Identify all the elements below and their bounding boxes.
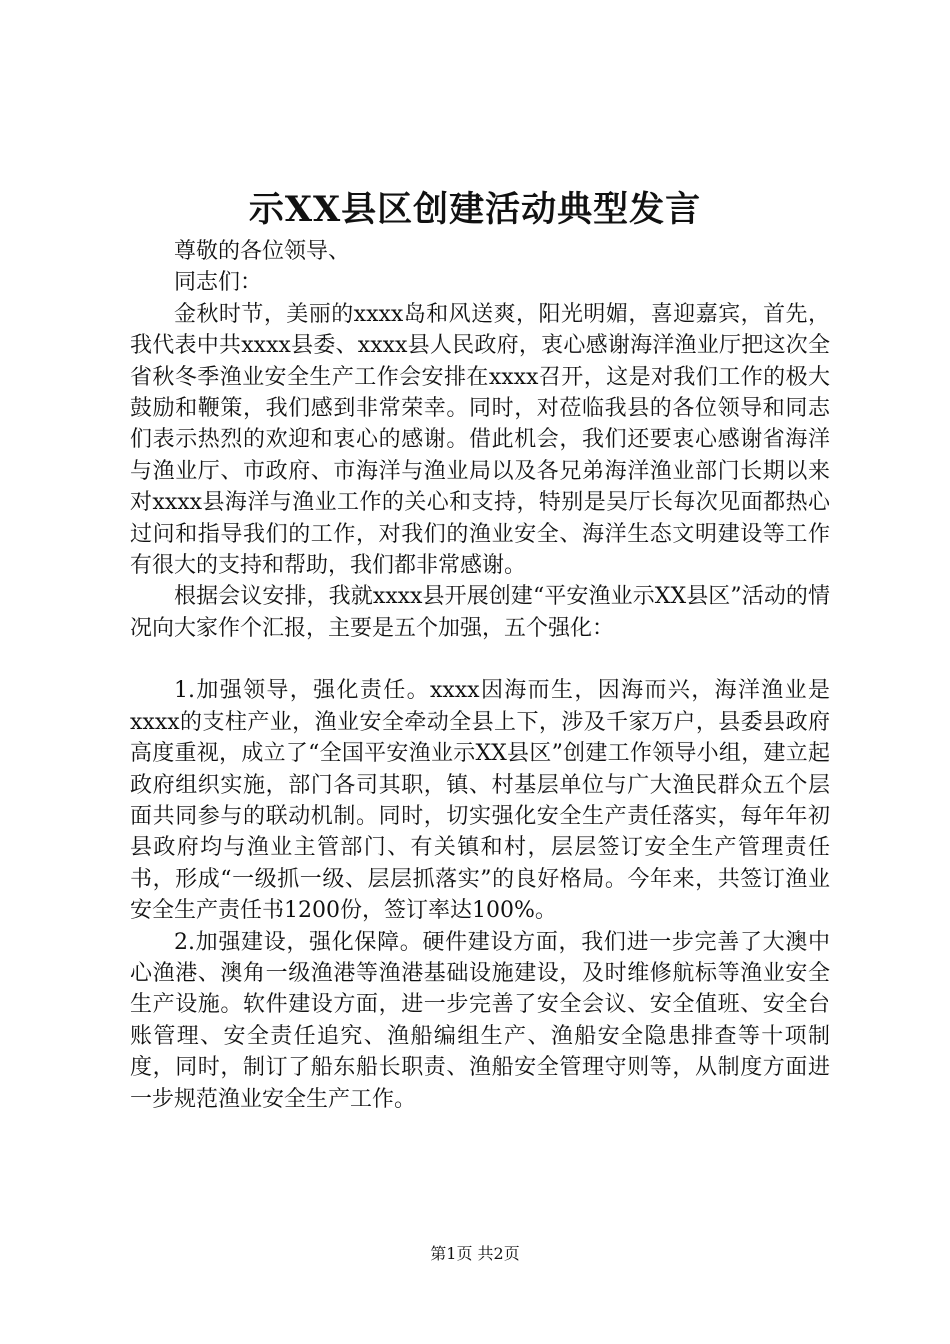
document-title: 示XX县区创建活动典型发言 xyxy=(248,189,702,230)
salutation-line-1: 尊敬的各位领导、 xyxy=(174,239,351,264)
salutation-line-2: 同志们： xyxy=(174,270,263,296)
page-footer: 第1页 共2页 xyxy=(430,1244,520,1263)
paragraph-point-2: 2.加强建设，强化保障。硬件建设方面，我们进一步完善了大澳中心渔港、澳角一级渔港等渔港基础设施建设，及时维修航标等渔业安全生产设施。软件建设方面，进一步完善了安全会议、安全值班、安全台账管理、安全责任追究、渔船编组生产、渔船安全隐患排查等十项制度，同时，制订了船东船长职责、渔船安全管理守则等，从制度方面进一步规范渔业安全生产工作。 xyxy=(130,929,830,1112)
document-body xyxy=(130,236,830,1115)
paragraph-opening: 金秋时节，美丽的xxxx岛和风送爽，阳光明媚，喜迎嘉宾，首先，我代表中共xxxx县委、xxxx县人民政府，衷心感谢海洋渔业厅把这次全省秋冬季渔业安全生产工作会安排在xxxx召开，这是对我们工作的极大鼓励和鞭策，我们感到非常荣幸。同时，对莅临我县的各位领导和同志们表示热烈的欢迎和衷心的感谢。借此机会，我们还要衷心感谢省海洋与渔业厅、市政府、市海洋与渔业局以及各兄弟海洋渔业部门长期以来对xxxx县海洋与渔业工作的关心和支持，特别是吴厅长每次见面都热心过问和指导我们的工作，对我们的渔业安全、海洋生态文明建设等工作有很大的支持和帮助，我们都非常感谢。 xyxy=(130,301,830,579)
paragraph-overview: 根据会议安排，我就xxxx县开展创建“平安渔业示XX县区”活动的情况向大家作个汇报，主要是五个加强，五个强化： xyxy=(130,584,830,641)
paragraph-point-1: 1.加强领导，强化责任。xxxx因海而生，因海而兴，海洋渔业是xxxx的支柱产业，渔业安全牵动全县上下，涉及千家万户，县委县政府高度重视，成立了“全国平安渔业示XX县区”创建工作领导小组，建立起政府组织实施，部门各司其职，镇、村基层单位与广大渔民群众五个层面共同参与的联动机制。同时，切实强化安全生产责任落实，每年年初县政府均与渔业主管部门、有关镇和村，层层签订安全生产管理责任书，形成“一级抓一级、层层抓落实”的良好格局。今年来，共签订渔业安全生产责任书1200份，签订率达100%。 xyxy=(130,678,830,924)
